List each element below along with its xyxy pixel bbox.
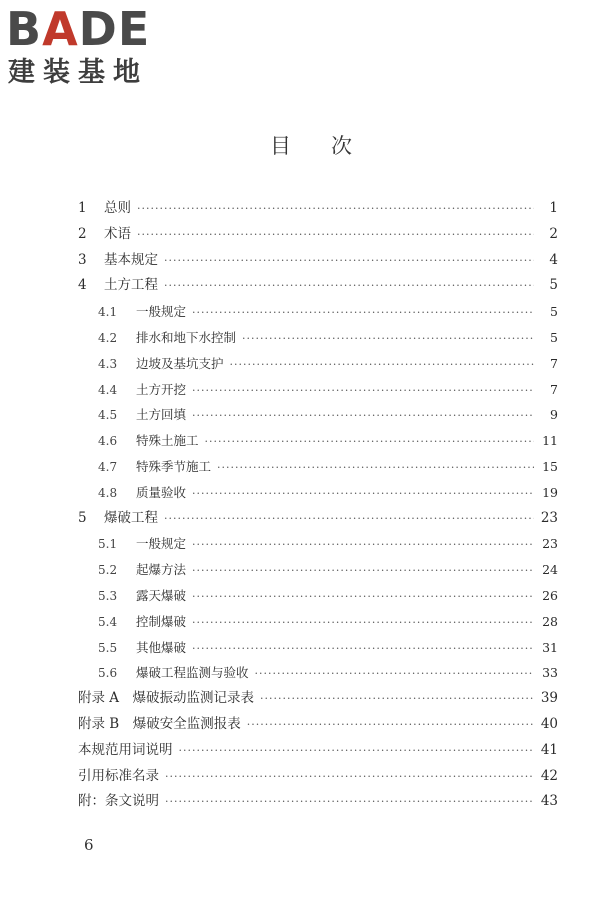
toc-entry-page: 5 xyxy=(550,329,558,345)
toc-entry-page: 41 xyxy=(540,741,558,758)
toc-entry-number: 5.3 xyxy=(98,588,118,603)
toc-entry-label: 其他爆破 xyxy=(136,639,187,655)
toc-dot-leader xyxy=(165,789,534,815)
toc-entry-page: 15 xyxy=(542,458,558,474)
toc-entry[interactable] xyxy=(78,325,558,351)
toc-dot-leader xyxy=(255,661,534,687)
toc-entry-page: 19 xyxy=(542,484,558,500)
toc-entry[interactable] xyxy=(78,583,558,609)
toc-dot-leader xyxy=(260,686,534,712)
logo-latin-text xyxy=(6,4,150,54)
toc-dot-leader xyxy=(137,222,534,248)
toc-dot-leader xyxy=(247,712,534,738)
toc-entry-number: 5.5 xyxy=(98,640,118,655)
toc-dot-leader xyxy=(192,584,534,610)
toc-entry-label: 控制爆破 xyxy=(136,613,187,629)
toc-entry-page: 28 xyxy=(542,613,558,629)
toc-entry-label: 边坡及基坑支护 xyxy=(136,355,224,371)
table-of-contents xyxy=(78,196,558,815)
toc-entry-page: 26 xyxy=(542,587,558,603)
toc-entry-number: 5.2 xyxy=(98,563,118,578)
logo-letters-de: DE xyxy=(78,2,151,56)
toc-entry-page: 5 xyxy=(549,277,558,294)
logo-chinese-text: 建装基地 xyxy=(8,57,148,88)
toc-entry-label: 基本规定 xyxy=(104,251,158,268)
toc-entry[interactable] xyxy=(78,738,558,764)
toc-entry-label: 土方开挖 xyxy=(136,381,187,397)
toc-entry-page: 11 xyxy=(542,433,558,449)
toc-entry[interactable] xyxy=(78,712,558,738)
toc-entry[interactable] xyxy=(78,764,558,790)
toc-entry-label: 露天爆破 xyxy=(136,587,187,603)
toc-entry-number: 5.1 xyxy=(98,537,118,552)
toc-entry[interactable] xyxy=(78,248,558,274)
toc-dot-leader xyxy=(192,532,534,558)
toc-dot-leader xyxy=(164,273,534,299)
toc-entry-number: 4.4 xyxy=(98,382,118,397)
toc-entry-label: 土方回填 xyxy=(136,407,187,423)
toc-entry-number: 4.1 xyxy=(98,305,118,320)
toc-entry[interactable] xyxy=(78,660,558,686)
toc-dot-leader xyxy=(192,636,534,662)
toc-entry[interactable] xyxy=(78,428,558,454)
toc-dot-leader xyxy=(164,506,534,532)
toc-entry-page: 31 xyxy=(542,639,558,655)
toc-entry-page: 4 xyxy=(549,251,558,268)
toc-entry[interactable] xyxy=(78,557,558,583)
toc-entry-number: 4.6 xyxy=(98,434,118,449)
toc-entry-page: 5 xyxy=(550,304,558,320)
toc-entry-number: 5.6 xyxy=(98,666,118,681)
toc-entry-label: 排水和地下水控制 xyxy=(136,329,237,345)
toc-entry-page: 42 xyxy=(540,767,558,784)
toc-entry[interactable] xyxy=(78,377,558,403)
toc-entry-page: 43 xyxy=(540,793,558,810)
toc-entry-page: 23 xyxy=(542,536,558,552)
toc-entry[interactable] xyxy=(78,402,558,428)
toc-entry[interactable] xyxy=(78,686,558,712)
toc-entry-label: 附：条文说明 xyxy=(78,793,159,810)
toc-dot-leader xyxy=(217,455,534,481)
toc-entry[interactable] xyxy=(78,196,558,222)
toc-entry-page: 9 xyxy=(550,407,558,423)
toc-dot-leader xyxy=(192,403,534,429)
toc-entry-page: 7 xyxy=(550,381,558,397)
toc-entry[interactable] xyxy=(78,273,558,299)
logo-letter-a: A xyxy=(42,2,79,56)
toc-entry-label: 爆破工程 xyxy=(104,509,158,526)
toc-entry-number: 5.4 xyxy=(98,614,118,629)
toc-entry[interactable] xyxy=(78,222,558,248)
toc-dot-leader xyxy=(230,352,534,378)
toc-entry-number: 4.2 xyxy=(98,330,118,345)
toc-entry[interactable] xyxy=(78,351,558,377)
toc-entry-label: 土方工程 xyxy=(104,277,158,294)
toc-dot-leader xyxy=(164,248,534,274)
toc-entry[interactable] xyxy=(78,454,558,480)
toc-entry-page: 23 xyxy=(540,509,558,526)
toc-entry-page: 7 xyxy=(550,355,558,371)
toc-entry[interactable] xyxy=(78,531,558,557)
toc-entry-number: 4 xyxy=(78,277,87,294)
toc-entry-number: 4.3 xyxy=(98,356,118,371)
toc-entry-label: 附录 B 爆破安全监测报表 xyxy=(78,715,241,732)
toc-entry-number: 4.5 xyxy=(98,408,118,423)
toc-entry[interactable] xyxy=(78,480,558,506)
toc-entry-label: 质量验收 xyxy=(136,484,187,500)
toc-entry-label: 本规范用词说明 xyxy=(78,741,173,758)
toc-entry-label: 术语 xyxy=(104,225,131,242)
toc-entry-label: 特殊土施工 xyxy=(136,433,199,449)
toc-dot-leader xyxy=(205,429,534,455)
toc-entry-number: 4.8 xyxy=(98,485,118,500)
toc-entry[interactable] xyxy=(78,789,558,815)
toc-entry-page: 40 xyxy=(540,715,558,732)
toc-entry-label: 一般规定 xyxy=(136,536,187,552)
logo-letter-b: B xyxy=(6,2,43,56)
toc-entry-label: 一般规定 xyxy=(136,304,187,320)
toc-dot-leader xyxy=(192,558,534,584)
toc-entry-label: 爆破工程监测与验收 xyxy=(136,665,249,681)
toc-entry-label: 起爆方法 xyxy=(136,562,187,578)
toc-entry-number: 2 xyxy=(78,225,87,242)
page-number: 6 xyxy=(84,836,94,854)
toc-entry-number: 1 xyxy=(78,200,87,216)
toc-entry-page: 24 xyxy=(542,562,558,578)
toc-dot-leader xyxy=(192,481,534,507)
toc-entry[interactable] xyxy=(78,506,558,532)
toc-dot-leader xyxy=(179,738,535,764)
bade-logo xyxy=(6,4,176,90)
toc-dot-leader xyxy=(165,764,534,790)
toc-entry-label: 引用标准名录 xyxy=(78,767,159,784)
toc-entry-number: 5 xyxy=(78,509,87,526)
toc-dot-leader xyxy=(137,196,534,222)
toc-entry-label: 特殊季节施工 xyxy=(136,458,212,474)
toc-entry[interactable] xyxy=(78,635,558,661)
page-title: 目次 xyxy=(270,134,392,158)
toc-entry[interactable] xyxy=(78,609,558,635)
toc-entry-number: 4.7 xyxy=(98,459,118,474)
toc-dot-leader xyxy=(242,326,534,352)
toc-entry-page: 1 xyxy=(549,200,558,216)
toc-entry-number: 3 xyxy=(78,251,87,268)
toc-entry-label: 总则 xyxy=(104,200,131,216)
toc-entry-page: 2 xyxy=(549,225,558,242)
toc-dot-leader xyxy=(192,610,534,636)
toc-dot-leader xyxy=(192,300,534,326)
toc-entry[interactable] xyxy=(78,299,558,325)
toc-dot-leader xyxy=(192,378,534,404)
toc-entry-page: 33 xyxy=(542,665,558,681)
toc-entry-page: 39 xyxy=(540,690,558,707)
toc-entry-label: 附录 A 爆破振动监测记录表 xyxy=(78,690,255,707)
